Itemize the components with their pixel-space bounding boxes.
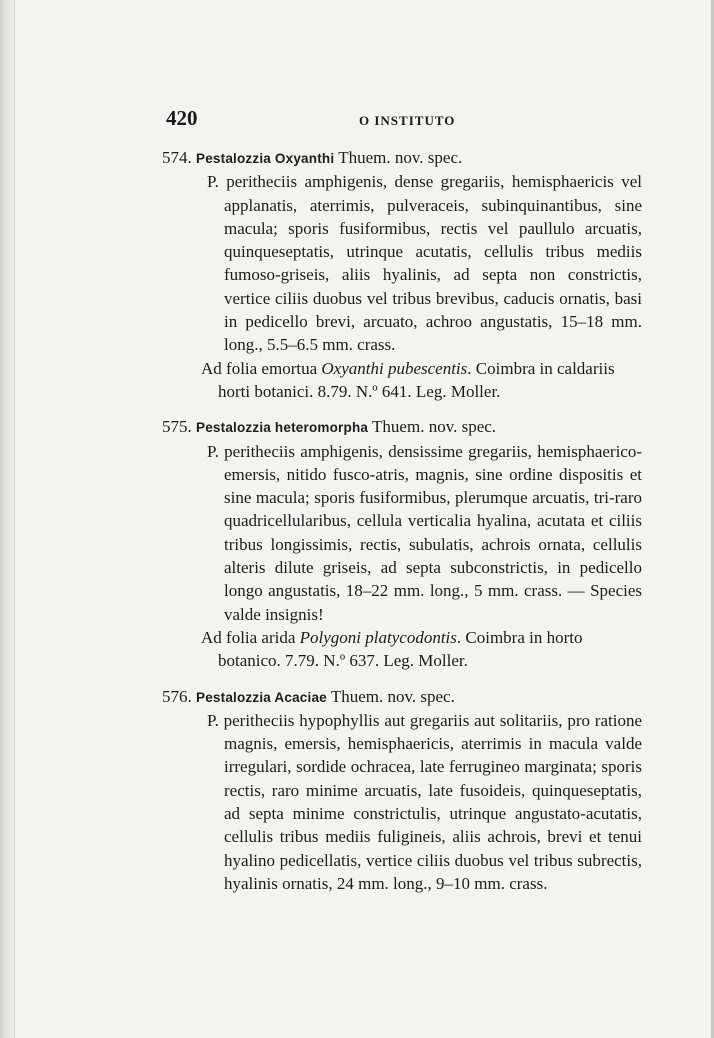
page-header bbox=[166, 106, 646, 134]
species-authority: Thuem. nov. spec. bbox=[326, 686, 455, 706]
species-name: Pestalozzia heteromorpha bbox=[196, 420, 369, 436]
species-heading bbox=[162, 415, 642, 439]
page-number: 420 bbox=[166, 106, 198, 130]
species-heading bbox=[162, 685, 642, 709]
species-name: Pestalozzia Acaciae bbox=[196, 689, 327, 705]
species-entry bbox=[162, 685, 642, 896]
species-locality bbox=[201, 626, 642, 673]
running-title: O INSTITUTO bbox=[359, 113, 456, 128]
species-locality bbox=[201, 357, 642, 404]
locality-prefix: Ad folia arida bbox=[201, 627, 300, 647]
locality-prefix: Ad folia emortua bbox=[201, 358, 322, 378]
species-number: 574. bbox=[162, 148, 192, 167]
species-description: P. peritheciis amphigenis, dense gregariis, hemisphaericis vel applanatis, aterrimis, pulveraceis, subinquinantibus, sine macula; sporis fusiformibus, rectis vel paullulo arcuatis, quinqueseptatis, utrinque acutatis, cellulis tribus mediis fumoso-griseis, aliis hyalinis, ad septa non constrictis, vertice ciliis duobus vel tribus brevibus, caducis ornatis, basi in pedicello brevi, arcuato, achroo angustatis, 15–18 mm. long., 5.5–6.5 mm. crass. bbox=[207, 172, 642, 355]
page-body bbox=[162, 146, 642, 907]
locality-host: Oxyanthi pubescentis bbox=[321, 358, 468, 378]
species-description: P. peritheciis hypophyllis aut gregariis aut solitariis, pro ratione magnis, emersis, hemisphaericis, aterrimis in macula valde irregulari, sordide ochracea, late ferrugineo marginata; sporis rectis, raro minime arcuatis, late fusoideis, quinqueseptatis, ad septa minime constrictulis, utrinque angustato-acutatis, cellulis tribus mediis fuligineis, aliis achrois, brevi et tenui hyalino pedicellatis, vertice ciliis duobus vel tribus subrectis, hyalinis ornatis, 24 mm. long., 9–10 mm. crass. bbox=[207, 710, 642, 893]
species-entry bbox=[162, 146, 642, 403]
species-number: 575. bbox=[162, 417, 192, 437]
species-authority: Thuem. nov. spec. bbox=[334, 148, 463, 167]
species-description: P. peritheciis amphigenis, densissime gregariis, hemisphaerico-emersis, nitido fusco-atris, magnis, sine ordine dispositis et sine macula; sporis fusiformibus, plerumque arcuatis, tri-raro quadricellularibus, cellula verticalia hyalina, acutata et ciliis tribus longissimis, rectis, subulatis, achrois ornata, cellulis alteris dilute griseis, ad septa subconstrictis, in pedicello longo angustatis, 18–22 mm. long., 5 mm. crass. — Species valde insignis! bbox=[207, 441, 642, 624]
page-edge bbox=[0, 0, 15, 1038]
locality-suffix: . Coimbra in horto botanico. 7.79. N.º 637. Leg. Moller. bbox=[218, 627, 583, 671]
species-name: Pestalozzia Oxyanthi bbox=[196, 151, 335, 166]
species-entry bbox=[162, 415, 642, 672]
species-heading bbox=[162, 146, 642, 170]
locality-host: Polygoni platycodontis bbox=[299, 627, 457, 647]
locality-suffix: . Coimbra in caldariis horti botanici. 8.79. N.º 641. Leg. Moller. bbox=[218, 358, 615, 401]
species-number: 576. bbox=[162, 686, 192, 706]
species-authority: Thuem. nov. spec. bbox=[368, 417, 497, 437]
